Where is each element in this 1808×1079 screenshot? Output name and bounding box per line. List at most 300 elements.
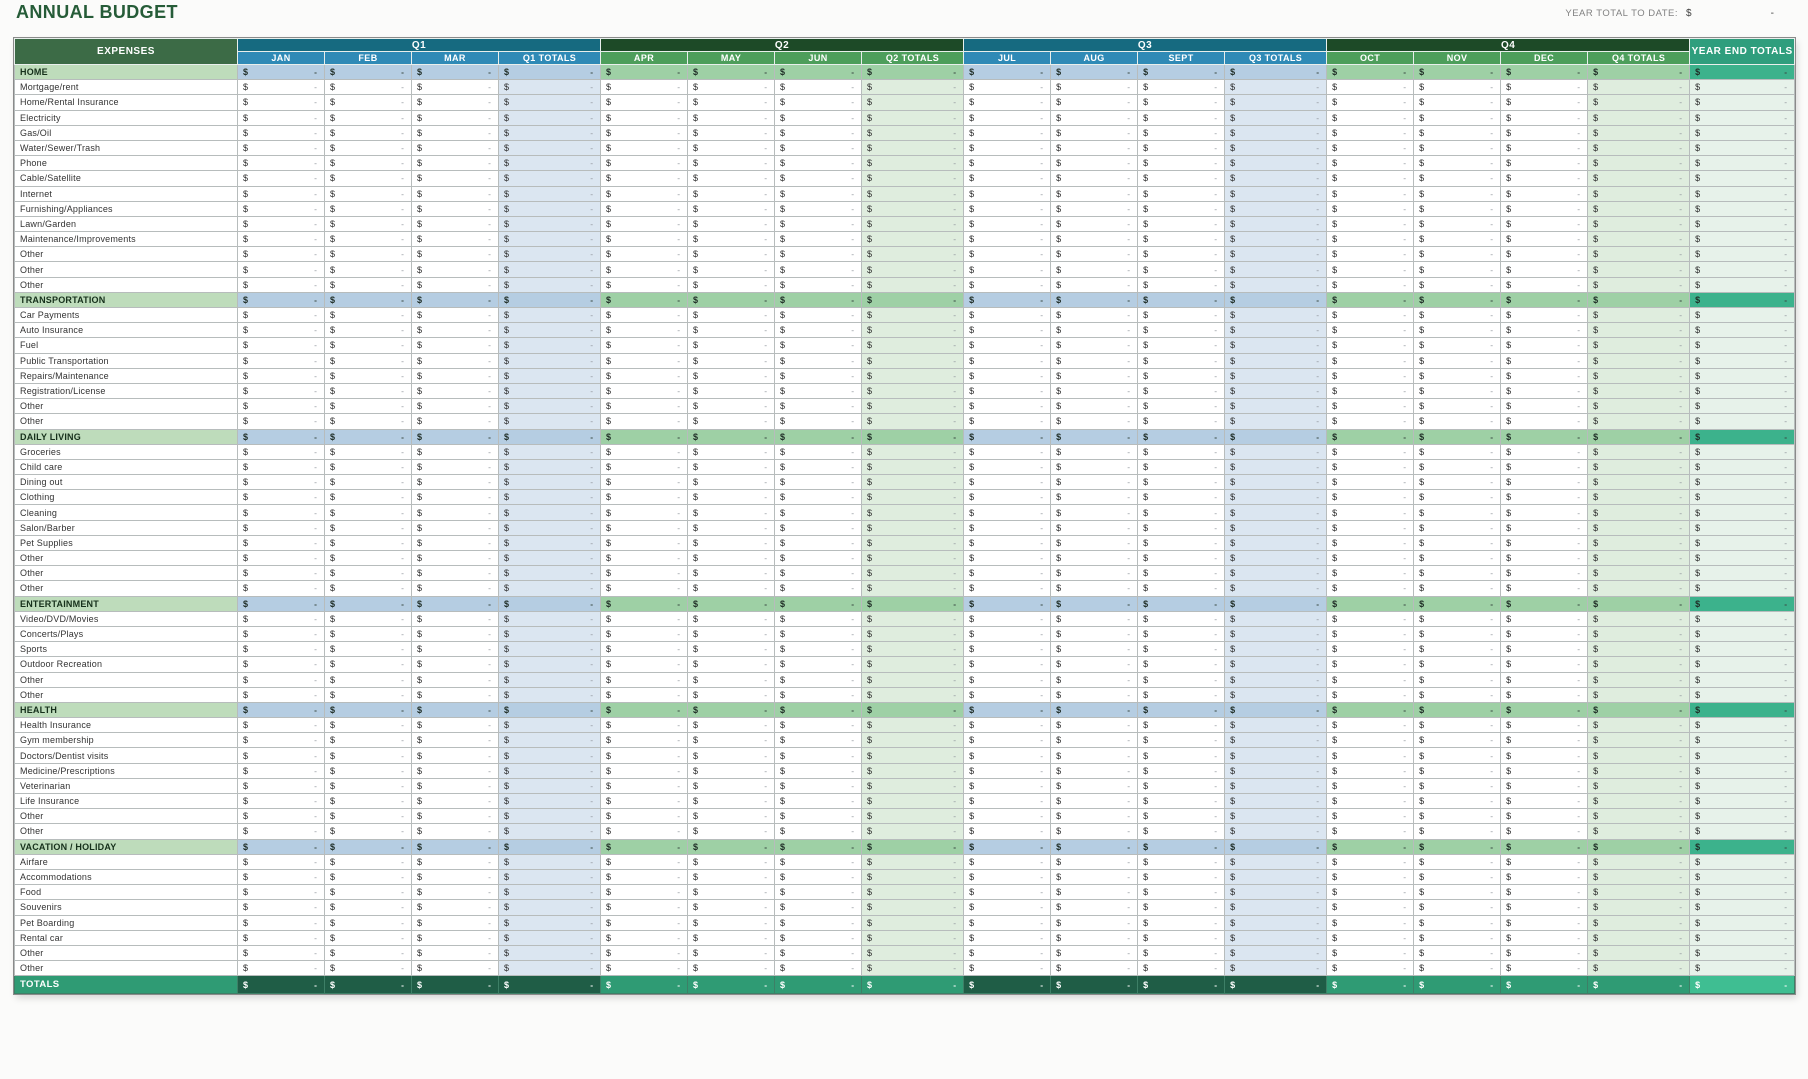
expense-item-cell[interactable]: [15, 95, 238, 110]
section-year-total-cell[interactable]: [1690, 292, 1795, 307]
month-value-cell[interactable]: [775, 140, 862, 155]
month-value-cell[interactable]: [1501, 794, 1588, 809]
month-value-cell[interactable]: [1327, 171, 1414, 186]
month-value-cell[interactable]: [601, 900, 688, 915]
month-value-cell[interactable]: [1501, 672, 1588, 687]
month-value-cell[interactable]: [688, 353, 775, 368]
month-value-cell[interactable]: [412, 156, 499, 171]
quarter-total-cell[interactable]: [1225, 733, 1327, 748]
month-value-cell[interactable]: [601, 642, 688, 657]
quarter-total-cell[interactable]: [499, 869, 601, 884]
section-value-cell[interactable]: [325, 596, 412, 611]
quarter-total-cell[interactable]: [862, 869, 964, 884]
month-value-cell[interactable]: [688, 566, 775, 581]
section-value-cell[interactable]: [688, 702, 775, 717]
quarter-total-cell[interactable]: [1588, 885, 1690, 900]
month-value-cell[interactable]: [964, 459, 1051, 474]
month-value-cell[interactable]: [688, 186, 775, 201]
month-value-cell[interactable]: [412, 186, 499, 201]
month-value-cell[interactable]: [325, 110, 412, 125]
quarter-total-cell[interactable]: [1588, 277, 1690, 292]
month-value-cell[interactable]: [238, 551, 325, 566]
month-value-cell[interactable]: [601, 338, 688, 353]
section-quarter-total-cell[interactable]: [862, 596, 964, 611]
section-value-cell[interactable]: [1051, 839, 1138, 854]
month-value-cell[interactable]: [1501, 247, 1588, 262]
month-value-cell[interactable]: [1414, 475, 1501, 490]
month-value-cell[interactable]: [1051, 869, 1138, 884]
month-value-cell[interactable]: [325, 535, 412, 550]
quarter-total-cell[interactable]: [862, 125, 964, 140]
year-total-cell[interactable]: [1690, 216, 1795, 231]
quarter-total-cell[interactable]: [1588, 900, 1690, 915]
section-value-cell[interactable]: [238, 702, 325, 717]
month-value-cell[interactable]: [238, 809, 325, 824]
quarter-total-cell[interactable]: [1588, 80, 1690, 95]
quarter-total-cell[interactable]: [499, 854, 601, 869]
year-total-cell[interactable]: [1690, 961, 1795, 976]
quarter-total-cell[interactable]: [1225, 505, 1327, 520]
quarter-total-cell[interactable]: [862, 171, 964, 186]
month-value-cell[interactable]: [238, 566, 325, 581]
month-value-cell[interactable]: [601, 657, 688, 672]
quarter-total-cell[interactable]: [1225, 186, 1327, 201]
month-value-cell[interactable]: [688, 171, 775, 186]
month-value-cell[interactable]: [325, 687, 412, 702]
month-value-cell[interactable]: [1327, 80, 1414, 95]
month-value-cell[interactable]: [775, 809, 862, 824]
month-value-cell[interactable]: [1501, 824, 1588, 839]
section-value-cell[interactable]: [1501, 596, 1588, 611]
month-value-cell[interactable]: [1138, 854, 1225, 869]
month-value-cell[interactable]: [412, 520, 499, 535]
month-value-cell[interactable]: [1327, 915, 1414, 930]
month-value-cell[interactable]: [775, 353, 862, 368]
month-value-cell[interactable]: [964, 338, 1051, 353]
section-value-cell[interactable]: [1414, 596, 1501, 611]
section-value-cell[interactable]: [325, 839, 412, 854]
month-value-cell[interactable]: [1501, 642, 1588, 657]
month-value-cell[interactable]: [1501, 566, 1588, 581]
month-value-cell[interactable]: [964, 718, 1051, 733]
month-value-cell[interactable]: [964, 247, 1051, 262]
month-value-cell[interactable]: [1138, 687, 1225, 702]
month-value-cell[interactable]: [1138, 308, 1225, 323]
totals-quarter-cell[interactable]: [862, 976, 964, 994]
quarter-total-cell[interactable]: [862, 201, 964, 216]
year-total-cell[interactable]: [1690, 459, 1795, 474]
section-value-cell[interactable]: [601, 702, 688, 717]
quarter-total-cell[interactable]: [499, 490, 601, 505]
quarter-total-cell[interactable]: [1588, 186, 1690, 201]
month-value-cell[interactable]: [601, 626, 688, 641]
year-total-cell[interactable]: [1690, 277, 1795, 292]
section-value-cell[interactable]: [688, 596, 775, 611]
month-value-cell[interactable]: [238, 216, 325, 231]
year-total-cell[interactable]: [1690, 778, 1795, 793]
month-value-cell[interactable]: [601, 869, 688, 884]
month-value-cell[interactable]: [688, 490, 775, 505]
month-value-cell[interactable]: [1327, 186, 1414, 201]
month-value-cell[interactable]: [1138, 110, 1225, 125]
month-value-cell[interactable]: [964, 626, 1051, 641]
expense-item-cell[interactable]: [15, 156, 238, 171]
section-quarter-total-cell[interactable]: [1588, 596, 1690, 611]
month-value-cell[interactable]: [1501, 626, 1588, 641]
month-value-cell[interactable]: [775, 718, 862, 733]
quarter-total-cell[interactable]: [1588, 642, 1690, 657]
month-value-cell[interactable]: [1414, 915, 1501, 930]
month-value-cell[interactable]: [1138, 125, 1225, 140]
month-value-cell[interactable]: [412, 80, 499, 95]
month-value-cell[interactable]: [1414, 232, 1501, 247]
section-value-cell[interactable]: [412, 596, 499, 611]
quarter-total-cell[interactable]: [1225, 535, 1327, 550]
month-value-cell[interactable]: [775, 171, 862, 186]
month-value-cell[interactable]: [1138, 277, 1225, 292]
totals-month-cell[interactable]: [412, 976, 499, 994]
section-value-cell[interactable]: [1051, 702, 1138, 717]
quarter-total-cell[interactable]: [862, 915, 964, 930]
month-value-cell[interactable]: [412, 535, 499, 550]
quarter-total-cell[interactable]: [862, 611, 964, 626]
month-value-cell[interactable]: [325, 915, 412, 930]
month-value-cell[interactable]: [964, 657, 1051, 672]
month-value-cell[interactable]: [238, 733, 325, 748]
month-value-cell[interactable]: [775, 642, 862, 657]
month-value-cell[interactable]: [775, 475, 862, 490]
month-value-cell[interactable]: [412, 854, 499, 869]
section-year-total-cell[interactable]: [1690, 429, 1795, 444]
month-value-cell[interactable]: [775, 535, 862, 550]
quarter-total-cell[interactable]: [1225, 308, 1327, 323]
month-value-cell[interactable]: [1138, 368, 1225, 383]
month-value-cell[interactable]: [1414, 748, 1501, 763]
quarter-total-cell[interactable]: [499, 748, 601, 763]
month-value-cell[interactable]: [688, 657, 775, 672]
month-value-cell[interactable]: [1327, 399, 1414, 414]
month-value-cell[interactable]: [325, 414, 412, 429]
month-value-cell[interactable]: [1501, 110, 1588, 125]
quarter-total-cell[interactable]: [1588, 95, 1690, 110]
quarter-total-cell[interactable]: [1588, 869, 1690, 884]
section-quarter-total-cell[interactable]: [1225, 596, 1327, 611]
month-value-cell[interactable]: [1501, 505, 1588, 520]
month-value-cell[interactable]: [325, 718, 412, 733]
month-value-cell[interactable]: [688, 247, 775, 262]
section-value-cell[interactable]: [1501, 702, 1588, 717]
month-value-cell[interactable]: [238, 869, 325, 884]
month-value-cell[interactable]: [1138, 551, 1225, 566]
month-value-cell[interactable]: [775, 95, 862, 110]
quarter-total-cell[interactable]: [862, 626, 964, 641]
month-value-cell[interactable]: [1501, 475, 1588, 490]
month-value-cell[interactable]: [1138, 809, 1225, 824]
month-value-cell[interactable]: [1051, 444, 1138, 459]
quarter-total-cell[interactable]: [499, 444, 601, 459]
month-value-cell[interactable]: [688, 368, 775, 383]
year-total-cell[interactable]: [1690, 338, 1795, 353]
section-value-cell[interactable]: [1138, 292, 1225, 307]
month-value-cell[interactable]: [1414, 338, 1501, 353]
month-value-cell[interactable]: [688, 900, 775, 915]
year-total-cell[interactable]: [1690, 945, 1795, 960]
month-value-cell[interactable]: [325, 581, 412, 596]
quarter-total-cell[interactable]: [1225, 95, 1327, 110]
month-value-cell[interactable]: [688, 459, 775, 474]
month-value-cell[interactable]: [1501, 277, 1588, 292]
month-value-cell[interactable]: [325, 490, 412, 505]
month-value-cell[interactable]: [775, 930, 862, 945]
month-value-cell[interactable]: [1327, 232, 1414, 247]
month-value-cell[interactable]: [412, 475, 499, 490]
month-value-cell[interactable]: [775, 733, 862, 748]
month-value-cell[interactable]: [238, 125, 325, 140]
month-value-cell[interactable]: [964, 763, 1051, 778]
month-value-cell[interactable]: [1501, 353, 1588, 368]
quarter-total-cell[interactable]: [1225, 885, 1327, 900]
year-total-cell[interactable]: [1690, 535, 1795, 550]
section-value-cell[interactable]: [688, 429, 775, 444]
quarter-total-cell[interactable]: [499, 140, 601, 155]
month-value-cell[interactable]: [601, 748, 688, 763]
month-value-cell[interactable]: [412, 657, 499, 672]
month-value-cell[interactable]: [964, 778, 1051, 793]
month-value-cell[interactable]: [1327, 414, 1414, 429]
totals-month-cell[interactable]: [1327, 976, 1414, 994]
quarter-total-cell[interactable]: [1588, 262, 1690, 277]
section-value-cell[interactable]: [1327, 596, 1414, 611]
quarter-total-cell[interactable]: [499, 566, 601, 581]
quarter-total-cell[interactable]: [1588, 444, 1690, 459]
quarter-total-cell[interactable]: [1588, 945, 1690, 960]
month-value-cell[interactable]: [238, 277, 325, 292]
quarter-total-cell[interactable]: [1225, 156, 1327, 171]
month-value-cell[interactable]: [1138, 171, 1225, 186]
quarter-total-cell[interactable]: [1225, 900, 1327, 915]
month-value-cell[interactable]: [412, 763, 499, 778]
month-value-cell[interactable]: [601, 687, 688, 702]
month-value-cell[interactable]: [1414, 733, 1501, 748]
month-value-cell[interactable]: [412, 140, 499, 155]
quarter-total-cell[interactable]: [862, 961, 964, 976]
month-value-cell[interactable]: [238, 505, 325, 520]
quarter-total-cell[interactable]: [499, 95, 601, 110]
quarter-total-cell[interactable]: [1225, 444, 1327, 459]
month-value-cell[interactable]: [1414, 262, 1501, 277]
month-value-cell[interactable]: [601, 171, 688, 186]
month-value-cell[interactable]: [1051, 323, 1138, 338]
month-value-cell[interactable]: [238, 626, 325, 641]
month-value-cell[interactable]: [1138, 945, 1225, 960]
quarter-total-cell[interactable]: [1225, 945, 1327, 960]
month-value-cell[interactable]: [325, 672, 412, 687]
section-value-cell[interactable]: [1138, 596, 1225, 611]
month-value-cell[interactable]: [412, 672, 499, 687]
quarter-total-cell[interactable]: [862, 809, 964, 824]
quarter-total-cell[interactable]: [499, 323, 601, 338]
expense-item-cell[interactable]: [15, 869, 238, 884]
month-value-cell[interactable]: [688, 869, 775, 884]
month-value-cell[interactable]: [601, 444, 688, 459]
month-value-cell[interactable]: [325, 748, 412, 763]
month-value-cell[interactable]: [601, 854, 688, 869]
year-total-cell[interactable]: [1690, 551, 1795, 566]
quarter-total-cell[interactable]: [862, 520, 964, 535]
month-value-cell[interactable]: [1414, 566, 1501, 581]
month-value-cell[interactable]: [775, 383, 862, 398]
month-value-cell[interactable]: [1414, 626, 1501, 641]
section-quarter-total-cell[interactable]: [1225, 702, 1327, 717]
year-total-cell[interactable]: [1690, 399, 1795, 414]
quarter-total-cell[interactable]: [499, 930, 601, 945]
month-value-cell[interactable]: [1051, 353, 1138, 368]
month-value-cell[interactable]: [238, 930, 325, 945]
year-total-cell[interactable]: [1690, 247, 1795, 262]
quarter-total-cell[interactable]: [1588, 809, 1690, 824]
year-total-cell[interactable]: [1690, 262, 1795, 277]
section-value-cell[interactable]: [1501, 65, 1588, 80]
month-value-cell[interactable]: [325, 611, 412, 626]
month-value-cell[interactable]: [1051, 733, 1138, 748]
expense-item-cell[interactable]: [15, 566, 238, 581]
expense-item-cell[interactable]: [15, 140, 238, 155]
section-value-cell[interactable]: [1327, 702, 1414, 717]
month-value-cell[interactable]: [238, 247, 325, 262]
month-value-cell[interactable]: [1051, 216, 1138, 231]
expense-item-cell[interactable]: [15, 778, 238, 793]
month-value-cell[interactable]: [688, 262, 775, 277]
quarter-total-cell[interactable]: [1588, 551, 1690, 566]
section-quarter-total-cell[interactable]: [862, 702, 964, 717]
quarter-total-cell[interactable]: [1588, 672, 1690, 687]
month-value-cell[interactable]: [238, 308, 325, 323]
section-value-cell[interactable]: [964, 429, 1051, 444]
quarter-total-cell[interactable]: [1588, 824, 1690, 839]
month-value-cell[interactable]: [1501, 156, 1588, 171]
totals-month-cell[interactable]: [238, 976, 325, 994]
month-value-cell[interactable]: [1138, 80, 1225, 95]
month-value-cell[interactable]: [1051, 308, 1138, 323]
section-quarter-total-cell[interactable]: [499, 702, 601, 717]
month-value-cell[interactable]: [1501, 125, 1588, 140]
section-value-cell[interactable]: [601, 429, 688, 444]
month-value-cell[interactable]: [601, 930, 688, 945]
totals-quarter-cell[interactable]: [1225, 976, 1327, 994]
quarter-total-cell[interactable]: [1225, 657, 1327, 672]
month-value-cell[interactable]: [1414, 945, 1501, 960]
month-value-cell[interactable]: [1138, 794, 1225, 809]
month-value-cell[interactable]: [688, 399, 775, 414]
expense-item-cell[interactable]: [15, 687, 238, 702]
month-value-cell[interactable]: [601, 399, 688, 414]
quarter-total-cell[interactable]: [499, 687, 601, 702]
month-value-cell[interactable]: [1051, 611, 1138, 626]
quarter-total-cell[interactable]: [862, 657, 964, 672]
section-value-cell[interactable]: [1138, 839, 1225, 854]
month-value-cell[interactable]: [1051, 626, 1138, 641]
section-value-cell[interactable]: [1138, 65, 1225, 80]
quarter-total-cell[interactable]: [1588, 535, 1690, 550]
section-value-cell[interactable]: [964, 65, 1051, 80]
month-value-cell[interactable]: [1414, 961, 1501, 976]
month-value-cell[interactable]: [1138, 414, 1225, 429]
quarter-total-cell[interactable]: [1225, 581, 1327, 596]
month-value-cell[interactable]: [964, 961, 1051, 976]
month-value-cell[interactable]: [325, 945, 412, 960]
month-value-cell[interactable]: [412, 308, 499, 323]
month-value-cell[interactable]: [1327, 140, 1414, 155]
month-value-cell[interactable]: [1414, 80, 1501, 95]
month-value-cell[interactable]: [238, 794, 325, 809]
month-value-cell[interactable]: [412, 733, 499, 748]
quarter-total-cell[interactable]: [1588, 718, 1690, 733]
month-value-cell[interactable]: [1327, 520, 1414, 535]
month-value-cell[interactable]: [238, 414, 325, 429]
expense-item-cell[interactable]: [15, 338, 238, 353]
month-value-cell[interactable]: [601, 961, 688, 976]
expense-item-cell[interactable]: [15, 626, 238, 641]
month-value-cell[interactable]: [964, 232, 1051, 247]
section-value-cell[interactable]: [964, 292, 1051, 307]
month-value-cell[interactable]: [412, 338, 499, 353]
month-value-cell[interactable]: [688, 338, 775, 353]
month-value-cell[interactable]: [238, 900, 325, 915]
quarter-total-cell[interactable]: [1588, 399, 1690, 414]
month-value-cell[interactable]: [1501, 232, 1588, 247]
month-value-cell[interactable]: [1051, 247, 1138, 262]
month-value-cell[interactable]: [688, 277, 775, 292]
month-value-cell[interactable]: [688, 475, 775, 490]
month-value-cell[interactable]: [775, 80, 862, 95]
month-value-cell[interactable]: [1051, 945, 1138, 960]
month-value-cell[interactable]: [1138, 824, 1225, 839]
year-total-cell[interactable]: [1690, 323, 1795, 338]
month-value-cell[interactable]: [1051, 383, 1138, 398]
month-value-cell[interactable]: [775, 657, 862, 672]
month-value-cell[interactable]: [1414, 778, 1501, 793]
month-value-cell[interactable]: [1414, 125, 1501, 140]
month-value-cell[interactable]: [1414, 794, 1501, 809]
month-value-cell[interactable]: [1138, 459, 1225, 474]
quarter-total-cell[interactable]: [499, 262, 601, 277]
month-value-cell[interactable]: [412, 399, 499, 414]
month-value-cell[interactable]: [325, 95, 412, 110]
month-value-cell[interactable]: [325, 885, 412, 900]
quarter-total-cell[interactable]: [1588, 201, 1690, 216]
month-value-cell[interactable]: [775, 763, 862, 778]
month-value-cell[interactable]: [412, 323, 499, 338]
month-value-cell[interactable]: [412, 642, 499, 657]
month-value-cell[interactable]: [601, 535, 688, 550]
section-value-cell[interactable]: [775, 429, 862, 444]
month-value-cell[interactable]: [238, 110, 325, 125]
month-value-cell[interactable]: [1414, 95, 1501, 110]
quarter-total-cell[interactable]: [862, 505, 964, 520]
month-value-cell[interactable]: [238, 80, 325, 95]
month-value-cell[interactable]: [412, 748, 499, 763]
section-value-cell[interactable]: [1414, 65, 1501, 80]
quarter-total-cell[interactable]: [1588, 915, 1690, 930]
section-value-cell[interactable]: [1138, 429, 1225, 444]
month-value-cell[interactable]: [325, 657, 412, 672]
quarter-total-cell[interactable]: [499, 125, 601, 140]
section-value-cell[interactable]: [412, 65, 499, 80]
quarter-total-cell[interactable]: [862, 794, 964, 809]
quarter-total-cell[interactable]: [499, 657, 601, 672]
section-value-cell[interactable]: [964, 702, 1051, 717]
month-value-cell[interactable]: [601, 95, 688, 110]
